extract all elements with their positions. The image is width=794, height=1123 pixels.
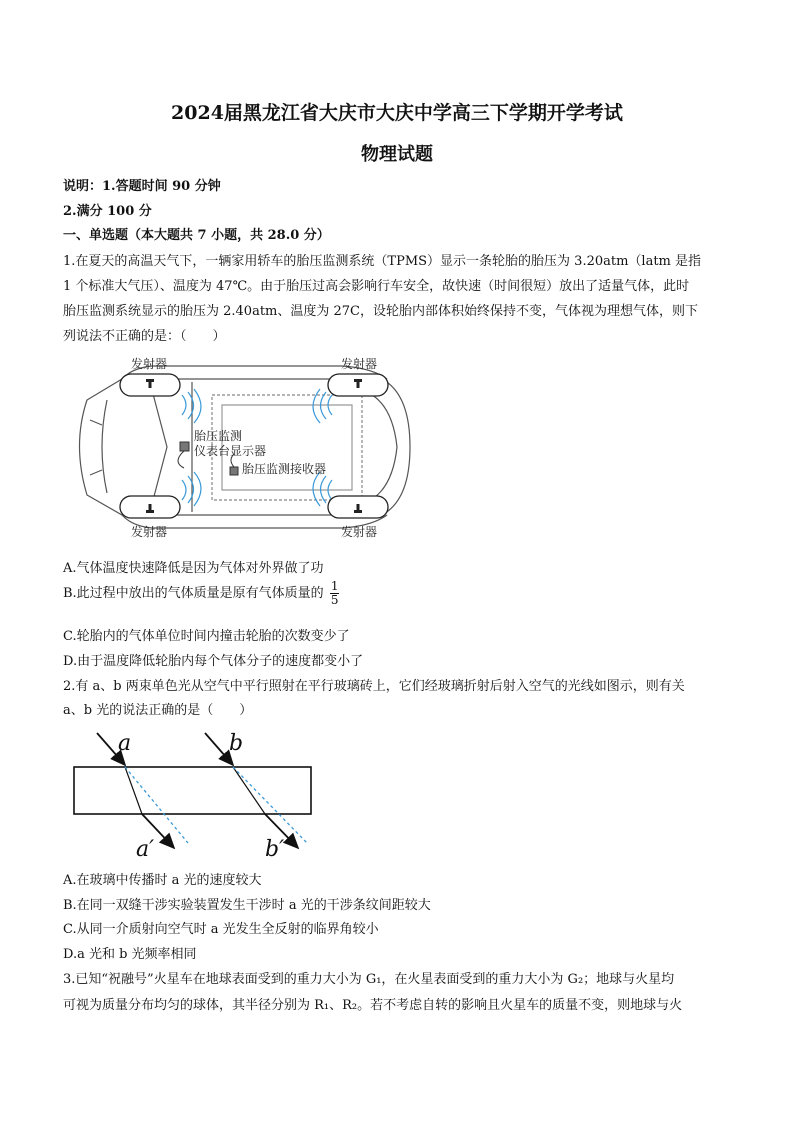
- exam-title: 2024届黑龙江省大庆市大庆中学高三下学期开学考试: [171, 102, 623, 124]
- emitter-bottom-right: [328, 496, 388, 518]
- receiver-unit-icon: [230, 467, 238, 475]
- exam-subtitle: 物理试题: [361, 144, 433, 165]
- label-a-prime: a′: [136, 837, 155, 862]
- glass-slab: [74, 767, 311, 814]
- section-heading: 一、单选题（本大题共 7 小题，共 28.0 分）: [63, 228, 330, 243]
- q1-line-1: 1.在夏天的高温天气下，一辆家用轿车的胎压监测系统（TPMS）显示一条轮胎的胎压为 3.20atm（latm 是指: [63, 254, 702, 269]
- emitter-top-right: [328, 374, 388, 396]
- q2-line-2: a、b 光的说法正确的是（ ）: [63, 703, 253, 718]
- q1-option-a: A.气体温度快速降低是因为气体对外界做了功: [63, 561, 324, 576]
- label-a: a: [118, 731, 132, 756]
- fraction-denominator: 5: [330, 593, 339, 607]
- q2-option-c: C.从同一介质射向空气时 a 光发生全反射的临界角较小: [63, 922, 379, 937]
- display-label-line-1: 胎压监测: [194, 429, 243, 443]
- q3-line-1: 3.已知“祝融号”火星车在地球表面受到的重力大小为 G₁，在火星表面受到的重力大小为 G₂；地球与火星均: [63, 972, 675, 987]
- display-unit-icon: [180, 442, 189, 451]
- q1-option-b-text: B.此过程中放出的气体质量是原有气体质量的: [63, 586, 324, 601]
- q2-option-d: D.a 光和 b 光频率相同: [63, 947, 197, 962]
- tpms-car-figure: [62, 350, 422, 545]
- q2-option-b: B.在同一双缝干涉实验装置发生干涉时 a 光的干涉条纹间距较大: [63, 898, 431, 913]
- q1-option-d: D.由于温度降低轮胎内每个气体分子的速度都变小了: [63, 654, 364, 669]
- note-score: 2.满分 100 分: [63, 204, 152, 219]
- glass-slab-figure: [62, 720, 332, 865]
- emitter-label-tr: 发射器: [341, 357, 378, 371]
- emitter-label-tl: 发射器: [131, 357, 168, 371]
- fraction-one-fifth: [330, 580, 340, 607]
- display-label-line-2: 仪表台显示器: [194, 444, 267, 458]
- emitter-bottom-left: [120, 496, 180, 518]
- q3-line-2: 可视为质量分布均匀的球体，其半径分别为 R₁、R₂。若不考虑自转的影响且火星车的质量不变，则地球与火: [63, 998, 683, 1013]
- emitter-label-bl: 发射器: [131, 525, 168, 539]
- q2-line-1: 2.有 a、b 两束单色光从空气中平行照射在平行玻璃砖上，它们经玻璃折射后射入空气的光线如图示，则有关: [63, 679, 685, 694]
- emitter-top-left: [120, 374, 180, 396]
- note-time: 说明：1.答题时间 90 分钟: [63, 179, 221, 194]
- display-leader-line: [178, 451, 184, 468]
- emitter-label-br: 发射器: [341, 525, 378, 539]
- q1-option-c: C.轮胎内的气体单位时间内撞击轮胎的次数变少了: [63, 629, 350, 644]
- label-b-prime: b′: [265, 837, 285, 862]
- q1-line-3: 胎压监测系统显示的胎压为 2.40atm、温度为 27C，设轮胎内部体积始终保持不变，气体视为理想气体，则下: [63, 304, 699, 319]
- q2-option-a: A.在玻璃中传播时 a 光的速度较大: [63, 873, 262, 888]
- receiver-label: 胎压监测接收器: [242, 462, 327, 476]
- fraction-numerator: 1: [330, 579, 339, 593]
- q1-option-b: [63, 580, 339, 607]
- q1-line-4: 列说法不正确的是：（ ）: [63, 329, 226, 344]
- label-b: b: [229, 731, 244, 756]
- q1-line-2: 1 个标准大气压）、温度为 47℃。由于胎压过高会影响行车安全，故快速（时间很短）放出了适量气体，此时: [63, 279, 690, 294]
